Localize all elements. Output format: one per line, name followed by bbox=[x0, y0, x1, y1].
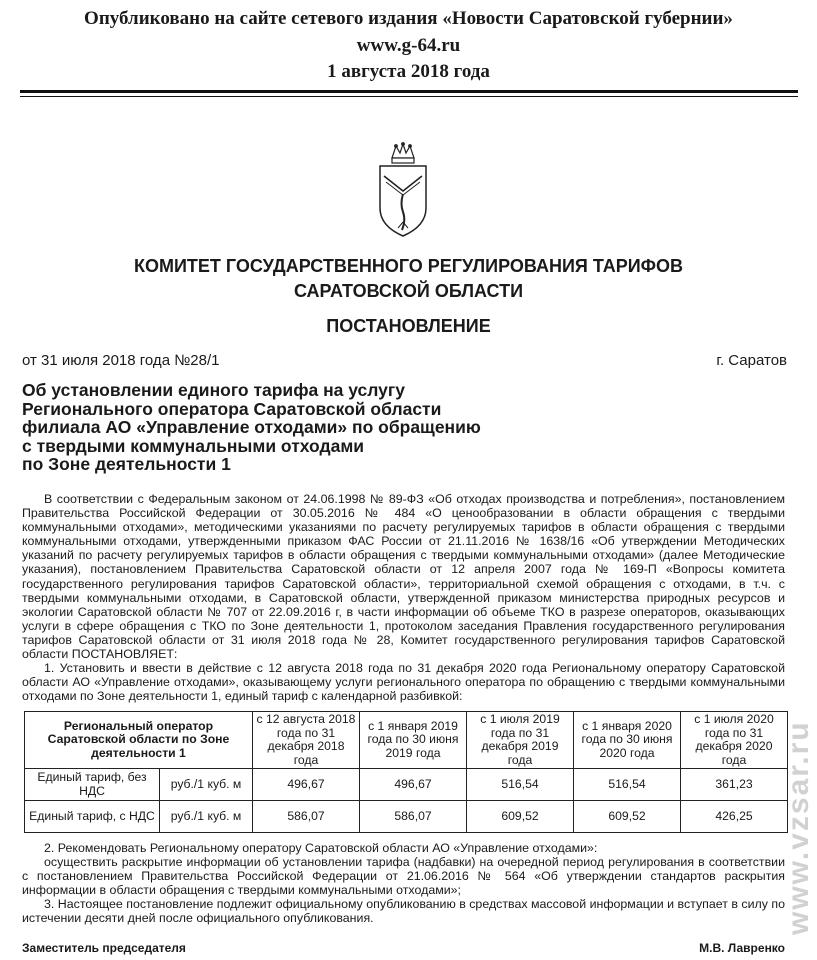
body-text-top bbox=[22, 492, 785, 703]
document-date-number: от 31 июля 2018 года №28/1 bbox=[22, 352, 220, 369]
document-subject bbox=[22, 381, 582, 474]
tariff-value: 516,54 bbox=[467, 769, 574, 801]
svg-text:www.vzsar.ru: www.vzsar.ru bbox=[782, 720, 815, 935]
subject-line: Об установлении единого тарифа на услугу bbox=[22, 380, 405, 400]
item-2-detail-paragraph: осуществить раскрытие информации об установлении тарифа (надбавки) на очередной период регулирования в соответствии с постановлением Правительства Российской Федерации от 21.06.2016 № 564 «Об утверждении стандартов раскрытия информации в области обращения с твердыми коммунальными отходами»; bbox=[22, 855, 785, 898]
row-unit: руб./1 куб. м bbox=[160, 769, 253, 801]
tariff-value: 426,25 bbox=[681, 801, 788, 833]
committee-name-line1: КОМИТЕТ ГОСУДАРСТВЕННОГО РЕГУЛИРОВАНИЯ ТАРИФОВ bbox=[133, 256, 684, 276]
table-header-period: с 1 июля 2020 года по 31 декабря 2020 года bbox=[681, 712, 788, 769]
document-city: г. Саратов bbox=[716, 352, 787, 369]
table-header-period: с 1 января 2019 года по 30 июня 2019 года bbox=[360, 712, 467, 769]
header-rule-thick bbox=[20, 90, 798, 93]
item-1-paragraph: 1. Установить и ввести в действие с 12 августа 2018 года по 31 декабря 2020 года Региональному оператору Саратовской области АО «Управление отходами», оказывающему услуги регионального оператора по обращению с твердыми коммунальными отходами по Зоне деятельности 1, единый тариф с календарной разбивкой: bbox=[22, 661, 785, 704]
tariff-value: 361,23 bbox=[681, 769, 788, 801]
publication-notice: Опубликовано на сайте сетевого издания «Новости Саратовской губернии» bbox=[84, 8, 733, 29]
signatory-position: Заместитель председателя bbox=[22, 941, 186, 955]
table-header-period: с 1 января 2020 года по 30 июня 2020 года bbox=[574, 712, 681, 769]
subject-line: филиала АО «Управление отходами» по обращению bbox=[22, 417, 481, 437]
tariff-table bbox=[24, 711, 788, 833]
tariff-value: 516,54 bbox=[574, 769, 681, 801]
subject-line: Регионального оператора Саратовской области bbox=[22, 398, 442, 419]
item-3-paragraph: 3. Настоящее постановление подлежит официальному опубликованию в средствах массовой информации и вступает в силу по истечении десяти дней после официального опубликования. bbox=[22, 897, 785, 926]
publication-site: www.g-64.ru bbox=[356, 35, 461, 56]
row-label: Единый тариф, без НДС bbox=[25, 769, 160, 801]
body-text-bottom bbox=[22, 841, 785, 926]
header-rule-thin bbox=[20, 96, 798, 97]
tariff-value: 609,52 bbox=[467, 801, 574, 833]
document-type: ПОСТАНОВЛЕНИЕ bbox=[326, 316, 491, 336]
table-header-period: с 12 августа 2018 года по 31 декабря 2018 года bbox=[253, 712, 360, 769]
watermark-logo bbox=[776, 600, 816, 940]
row-label: Единый тариф, с НДС bbox=[25, 801, 160, 833]
table-header-period: с 1 июля 2019 года по 31 декабря 2019 года bbox=[467, 712, 574, 769]
table-header-operator: Региональный оператор Саратовской области по Зоне деятельности 1 bbox=[25, 712, 253, 769]
subject-line: с твердыми коммунальными отходами bbox=[22, 435, 365, 456]
tariff-value: 496,67 bbox=[360, 769, 467, 801]
table-header-row bbox=[25, 712, 788, 769]
subject-line: по Зоне деятельности 1 bbox=[22, 454, 231, 474]
tariff-value: 586,07 bbox=[360, 801, 467, 833]
table-row bbox=[25, 801, 788, 833]
publication-date: 1 августа 2018 года bbox=[327, 61, 490, 82]
item-2-paragraph: 2. Рекомендовать Региональному оператору Саратовской области АО «Управление отходами»: bbox=[44, 841, 598, 855]
committee-name-line2: САРАТОВСКОЙ ОБЛАСТИ bbox=[293, 281, 524, 301]
tariff-value: 609,52 bbox=[574, 801, 681, 833]
signatory-name: М.В. Лавренко bbox=[699, 941, 785, 955]
saratov-coat-of-arms-icon bbox=[372, 142, 434, 242]
tariff-value: 586,07 bbox=[253, 801, 360, 833]
tariff-value: 496,67 bbox=[253, 769, 360, 801]
row-unit: руб./1 куб. м bbox=[160, 801, 253, 833]
table-row bbox=[25, 769, 788, 801]
preamble-paragraph: В соответствии с Федеральным законом от 24.06.1998 № 89-ФЗ «Об отходах производства и потребления», постановлением Правительства Российской Федерации от 30.05.2016 № 484 «О ценообразовании в области обращения с твердыми коммунальными отходами», методическими указаниями по расчету регулируемых тарифов в области обращения с твердыми коммунальными отходами, утвержденными приказом ФАС России от 21.11.2016 № 1638/16 «Об утверждении Методических указаний по расчету регулируемых тарифов в области обращения с твердыми коммунальными отходами» (далее Методические указания), постановлением Правительства Саратовской области от 12 апреля 2007 года № 169-П «Вопросы комитета государственного регулирования тарифов Саратовской области», территориальной схемой обращения с отходами, в т.ч. с твердыми коммунальными отходами, в Саратовской области, утвержденной приказом министерства природных ресурсов и экологии Саратовской области № 707 от 22.09.2016 г, в части информации об объеме ТКО в разрезе операторов, оказывающих услуги в сфере обращения с ТКО по Зоне деятельности 1, протоколом заседания Правления государственного регулирования тарифов Саратовской области от 31 июля 2018 года № 28, Комитет государственного регулирования тарифов Саратовской области ПОСТАНОВЛЯЕТ: bbox=[22, 492, 785, 662]
